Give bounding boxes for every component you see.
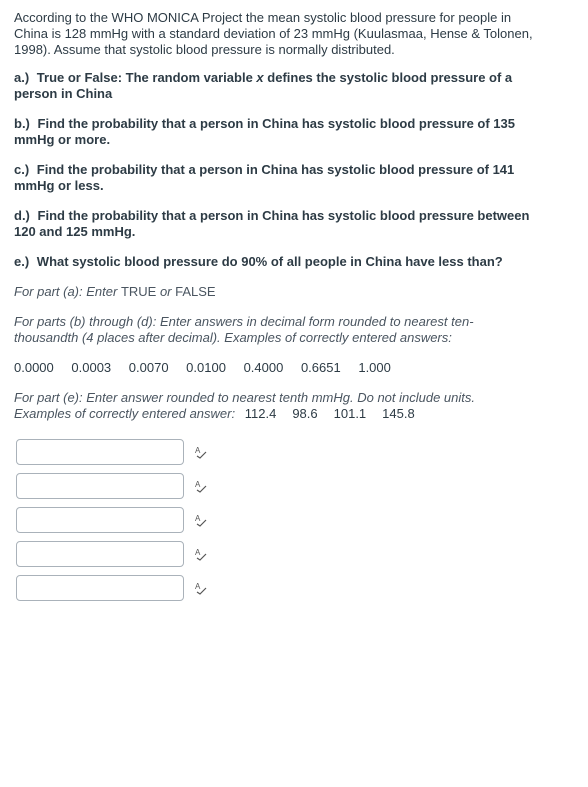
question-c [14,162,534,194]
answer-row-a [16,438,208,466]
example-value: 145.8 [382,406,415,421]
answer-row-c [16,506,208,534]
example-value: 0.0000 [14,360,54,375]
svg-text:A: A [195,446,201,455]
question-text: Find the probability that a person in China has systolic blood pressure between 120 and 125 mmHg. [14,208,530,239]
problem-intro: According to the WHO MONICA Project the mean systolic blood pressure for people in China is 128 mmHg with a standard deviation of 23 mmHg (Kuulasmaa, Hense & Tolonen, 1998). Assume that systolic blood pressure is normally distributed. [14,10,533,57]
example-value: 0.0070 [128,360,169,375]
question-label: b.) [14,116,30,131]
question-text: What systolic blood pressure do 90% of all people in China have less than? [36,254,503,269]
answer-input-d[interactable] [16,541,184,567]
answer-row-b [16,472,208,500]
question-text: defines the systolic blood pressure of a person in China [14,70,513,101]
example-value: 1.000 [358,360,391,375]
answer-row-d [16,540,208,568]
instruction-text: For part (e): Enter answer rounded to nearest tenth mmHg. Do not include units. [14,390,476,405]
instruction-text: Examples of correctly entered answer: [14,406,236,421]
spellcheck-icon[interactable] [194,513,208,527]
question-e [14,254,534,270]
question-content [14,10,534,436]
instruction-false: FALSE [175,284,216,299]
question-text: True or False: The random variable [36,70,257,85]
question-label: d.) [14,208,30,223]
question-a [14,70,534,102]
instruction-true: TRUE [120,284,157,299]
question-d [14,208,534,240]
answer-input-a[interactable] [16,439,184,465]
question-label: a.) [14,70,30,85]
example-value: 0.4000 [243,360,284,375]
examples-b-d [14,360,534,376]
svg-text:A: A [195,582,201,591]
example-value: 98.6 [292,406,318,421]
question-text: Find the probability that a person in China has systolic blood pressure of 135 mmHg or more. [14,116,515,147]
svg-text:A: A [195,480,201,489]
question-label: e.) [14,254,30,269]
answer-input-c[interactable] [16,507,184,533]
example-value: 0.0100 [186,360,226,375]
spellcheck-icon[interactable] [194,581,208,595]
question-b [14,116,534,148]
spellcheck-icon[interactable] [194,445,208,459]
example-value: 101.1 [333,406,367,421]
instruction-part-e [14,390,534,422]
instruction-text: For part (a): Enter [14,284,118,299]
example-value: 0.0003 [71,360,112,375]
instruction-parts-b-d: For parts (b) through (d): Enter answers in decimal form rounded to nearest ten-thousandth (4 places after decimal). Examples of correctly entered answers: [14,314,474,345]
spellcheck-icon[interactable] [194,547,208,561]
question-label: c.) [14,162,30,177]
answer-input-b[interactable] [16,473,184,499]
example-value: 0.6651 [300,360,341,375]
svg-text:A: A [195,514,201,523]
instruction-part-a [14,284,534,300]
answer-input-e[interactable] [16,575,184,601]
answer-fields [16,438,208,608]
question-text: Find the probability that a person in China has systolic blood pressure of 141 mmHg or less. [14,162,515,193]
example-value: 112.4 [244,406,277,421]
spellcheck-icon[interactable] [194,479,208,493]
variable-x: x [256,70,264,85]
answer-row-e [16,574,208,602]
svg-text:A: A [195,548,201,557]
instruction-or: or [159,284,172,299]
